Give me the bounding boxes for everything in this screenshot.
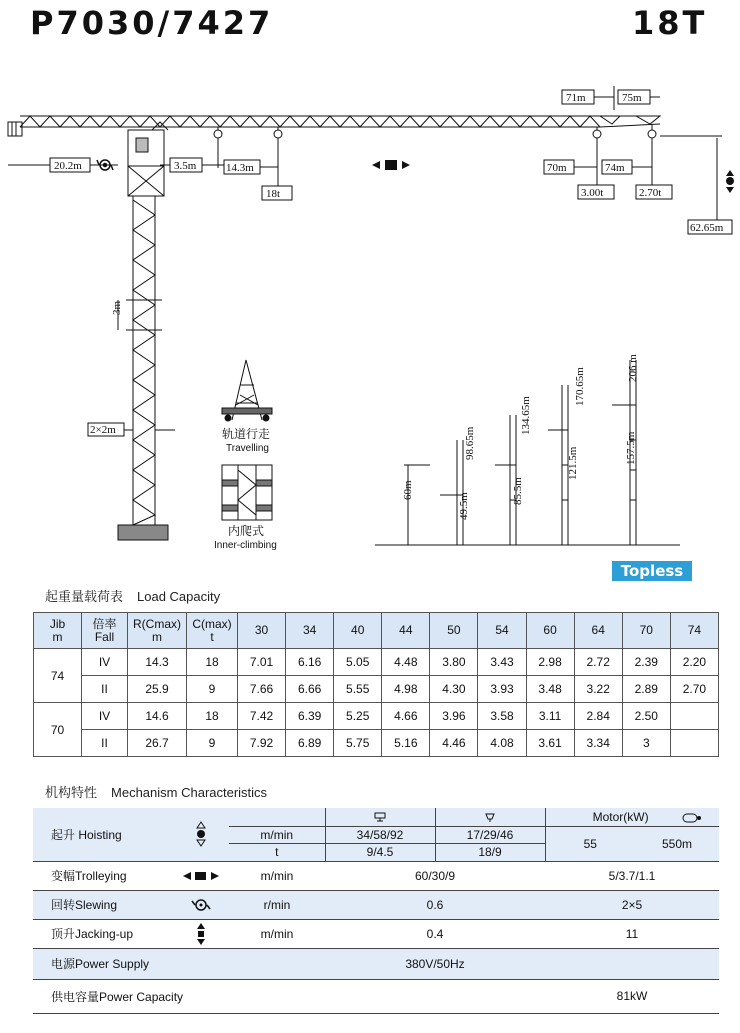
jacking-unit: m/min: [229, 919, 325, 948]
trolleying-label: 变幅Trolleying: [33, 861, 173, 890]
jacking-icon: [173, 919, 229, 948]
slewing-motor: 2×5: [545, 890, 719, 919]
height-60: 60m: [402, 480, 414, 500]
power-capacity-value: 81kW: [545, 979, 719, 1013]
dim-section-width: 2×2m: [90, 424, 116, 436]
hook-icon-two-fall: [435, 808, 545, 826]
table-row: 70 IV 14.6 18 7.42 6.39 5.25 4.66 3.96 3.58 3.11 2.84 2.50: [34, 703, 719, 730]
hooks: [214, 125, 722, 188]
slewing-table-icon: [173, 890, 229, 919]
capacity-title: 18T: [632, 4, 708, 42]
table-row: II 25.9 9 7.66 6.66 5.55 4.98 4.30 3.93 3.48 3.22 2.89 2.70: [34, 676, 719, 703]
hoisting-speed-b: 17/29/46: [435, 826, 545, 843]
trolleying-icon: [173, 861, 229, 890]
dim-pivot-offset: 3.5m: [174, 160, 197, 172]
dim-radius-70: 70m: [547, 162, 567, 174]
inner-climbing-sketch: [222, 465, 272, 520]
hoisting-icon: [173, 808, 229, 861]
dim-counter-jib: 20.2m: [54, 160, 82, 172]
load-capacity-title: 起重量载荷表 Load Capacity: [45, 589, 221, 604]
hoisting-unit-load: t: [229, 843, 325, 861]
travelling-label-en: Travelling: [226, 443, 269, 454]
dim-max-load-radius: 14.3m: [226, 162, 254, 174]
jacking-label: 顶升Jacking-up: [33, 919, 173, 948]
slewing-unit: r/min: [229, 890, 325, 919]
trolleying-unit: m/min: [229, 861, 325, 890]
load-table-head: Jib m 倍率 Fall R(Cmax) m C(max) t 30 34 40 44 50 54 60 64 70 74: [34, 613, 719, 649]
slewing-icon: [97, 160, 113, 170]
trolleying-speed: 60/30/9: [325, 861, 545, 890]
hoisting-load-b: 18/9: [435, 843, 545, 861]
slewing-speed: 0.6: [325, 890, 545, 919]
slewing-label: 回转Slewing: [33, 890, 173, 919]
tower-mast: [118, 196, 168, 540]
height-121: 121.5m: [567, 446, 579, 480]
hoisting-load-a: 9/4.5: [325, 843, 435, 861]
dim-section-height: 3m: [111, 300, 123, 315]
trolley-direction-icon: [372, 160, 410, 170]
mechanism-table: [33, 808, 719, 1014]
jacking-motor: 11: [545, 919, 719, 948]
dim-jib-71: 71m: [566, 92, 586, 104]
dim-jib-75: 75m: [622, 92, 642, 104]
travelling-sketch: [222, 360, 272, 421]
inner-climbing-label-en: Inner-climbing: [214, 540, 277, 551]
height-170: 170.65m: [574, 367, 586, 406]
jacking-speed: 0.4: [325, 919, 545, 948]
dim-load-70: 3.00t: [581, 187, 604, 199]
jacking-direction-icon: [726, 170, 734, 193]
height-98: 98.65m: [464, 426, 476, 460]
height-85: 85.5m: [512, 477, 524, 505]
dimension-lines: [8, 86, 717, 430]
model-title: P7030/7427: [30, 4, 274, 42]
hoisting-rope: 550m: [635, 826, 719, 861]
hoisting-motor: 55: [545, 826, 635, 861]
hoisting-unit-speed: m/min: [229, 826, 325, 843]
hoisting-speed-a: 34/58/92: [325, 826, 435, 843]
height-134: 134.65m: [520, 396, 532, 435]
inner-climbing-label-cn: 内爬式: [228, 524, 265, 538]
power-supply-value: 380V/50Hz: [325, 948, 545, 979]
height-157: 157.5m: [625, 431, 637, 465]
topless-badge: Topless: [612, 561, 692, 581]
dim-height: 62.65m: [690, 222, 724, 234]
travelling-label-cn: 轨道行走: [222, 427, 271, 441]
motor-head: Motor(kW): [592, 809, 649, 824]
table-row: 74 IV 14.3 18 7.01 6.16 5.05 4.48 3.80 3.43 2.98 2.72 2.39 2.20: [34, 649, 719, 676]
hook-icon-four-fall: [325, 808, 435, 826]
dim-radius-74: 74m: [605, 162, 625, 174]
load-capacity-table: [33, 612, 719, 757]
trolleying-motor: 5/3.7/1.1: [545, 861, 719, 890]
hoisting-label: 起升 Hoisting: [33, 808, 173, 861]
rope-drum-icon: [682, 810, 702, 824]
power-capacity-label: 供电容量Power Capacity: [33, 979, 229, 1013]
height-49: 49.5m: [458, 492, 470, 520]
dim-max-load: 18t: [266, 188, 281, 200]
table-row: II 26.7 9 7.92 6.89 5.75 5.16 4.46 4.08 3.61 3.34 3: [34, 730, 719, 757]
power-supply-label: 电源Power Supply: [33, 948, 229, 979]
mechanism-title: 机构特性 Mechanism Characteristics: [45, 785, 268, 800]
crane-diagram: [0, 60, 740, 560]
dim-load-74: 2.70t: [639, 187, 662, 199]
cab: [128, 122, 168, 196]
jib: [8, 116, 660, 136]
height-206: 206 m: [627, 354, 639, 382]
